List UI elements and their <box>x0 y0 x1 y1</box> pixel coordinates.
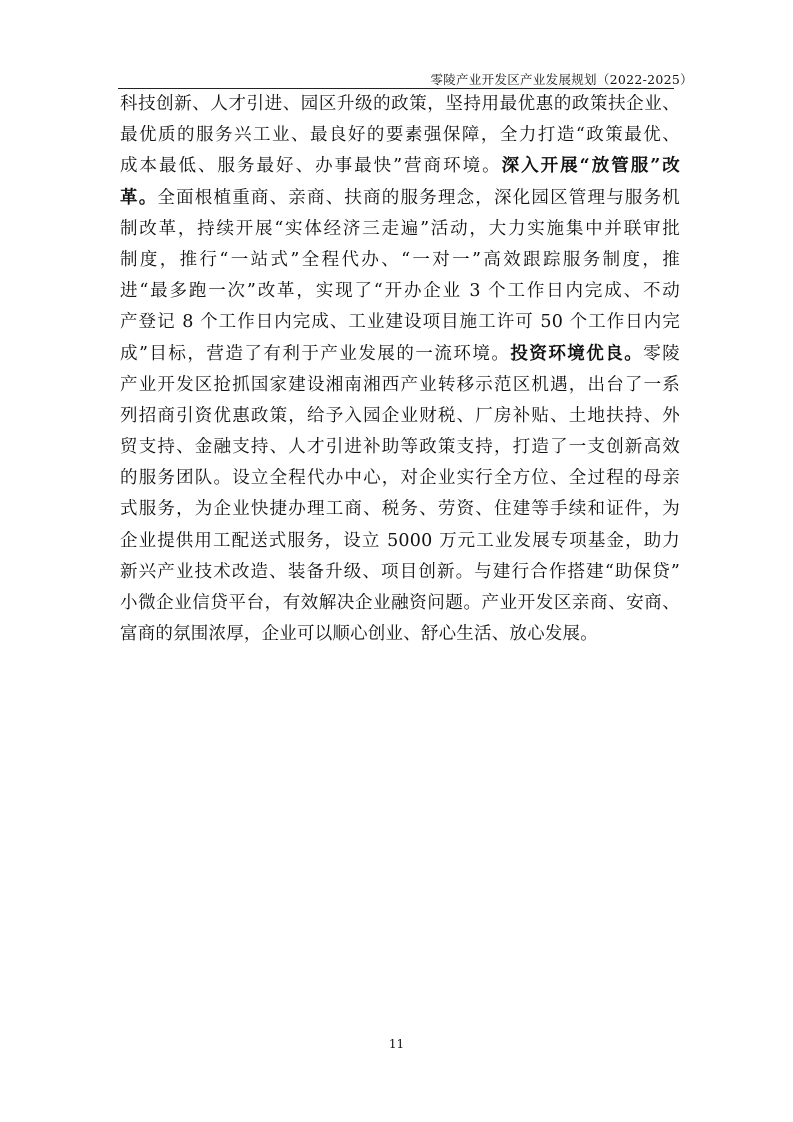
text-line <box>120 463 680 494</box>
text-line-content: 小微企业信贷平台，有效解决企业融资问题。产业开发区亲商、安商、 <box>120 593 680 613</box>
text-line <box>120 307 680 338</box>
text-line-content: 零陵 <box>643 343 680 364</box>
text-line <box>120 89 680 120</box>
text-line <box>120 370 680 401</box>
text-line-content: 最优质的服务兴工业、最良好的要素强保障，全力打造“政策最优、 <box>120 125 680 146</box>
text-line <box>120 245 680 276</box>
text-line <box>120 339 680 370</box>
text-line <box>120 401 680 432</box>
text-line-content: 产登记 8 个工作日内完成、工业建设项目施工许可 50 个工作日内完 <box>120 312 680 333</box>
text-line-content: 成”目标，营造了有利于产业发展的一流环境。 <box>120 343 511 364</box>
text-line-content: 产业开发区抢抓国家建设湘南湘西产业转移示范区机遇，出台了一系 <box>120 374 680 395</box>
text-line-content: 新兴产业技术改造、装备升级、项目创新。与建行合作搭建“助保贷” <box>120 561 680 582</box>
text-line <box>120 183 680 214</box>
text-line-content: 的服务团队。设立全程代办中心，对企业实行全方位、全过程的母亲 <box>120 468 680 489</box>
text-line <box>120 494 680 525</box>
bold-heading-fangguanfu: 深入开展“放管服”改 <box>501 156 680 177</box>
text-line-content: 企业提供用工配送式服务，设立 5000 万元工业发展专项基金，助力 <box>120 530 680 551</box>
text-line-content: 制改革，持续开展“实体经济三走遍”活动，大力实施集中并联审批 <box>120 218 680 239</box>
text-line-content: 全面根植重商、亲商、扶商的服务理念，深化园区管理与服务机 <box>157 187 680 208</box>
text-line-content: 科技创新、人才引进、园区升级的政策，坚持用最优惠的政策扶企业、 <box>120 94 680 114</box>
text-line-content: 制度，推行“一站式”全程代办、“一对一”高效跟踪服务制度，推 <box>120 249 680 270</box>
text-line <box>120 214 680 245</box>
text-line <box>120 432 680 463</box>
text-line <box>120 276 680 307</box>
text-line <box>120 120 680 151</box>
text-line <box>120 526 680 557</box>
header-title: 零陵产业开发区产业发展规划（2022-2025） <box>430 72 693 87</box>
text-line-content: 式服务，为企业快捷办理工商、税务、劳资、住建等手续和证件，为 <box>120 499 680 520</box>
bold-heading-fangguanfu-cont: 革。 <box>120 187 158 208</box>
text-line-content: 进“最多跑一次”改革，实现了“开办企业 3 个工作日内完成、不动 <box>120 281 680 302</box>
text-line-content: 列招商引资优惠政策，给予入园企业财税、厂房补贴、土地扶持、外 <box>120 405 680 426</box>
text-line <box>120 619 680 650</box>
text-line-content: 成本最低、服务最好、办事最快”营商环境。 <box>120 156 502 177</box>
body-paragraph <box>120 89 680 650</box>
text-line <box>120 151 680 182</box>
text-line <box>120 588 680 619</box>
text-line <box>120 557 680 588</box>
bold-heading-investment-environment: 投资环境优良。 <box>510 343 644 364</box>
text-line-content: 富商的氛围浓厚，企业可以顺心创业、舒心生活、放心发展。 <box>120 624 598 645</box>
text-line-content: 贸支持、金融支持、人才引进补助等政策支持，打造了一支创新高效 <box>120 437 680 458</box>
page-number: 11 <box>388 1037 405 1051</box>
